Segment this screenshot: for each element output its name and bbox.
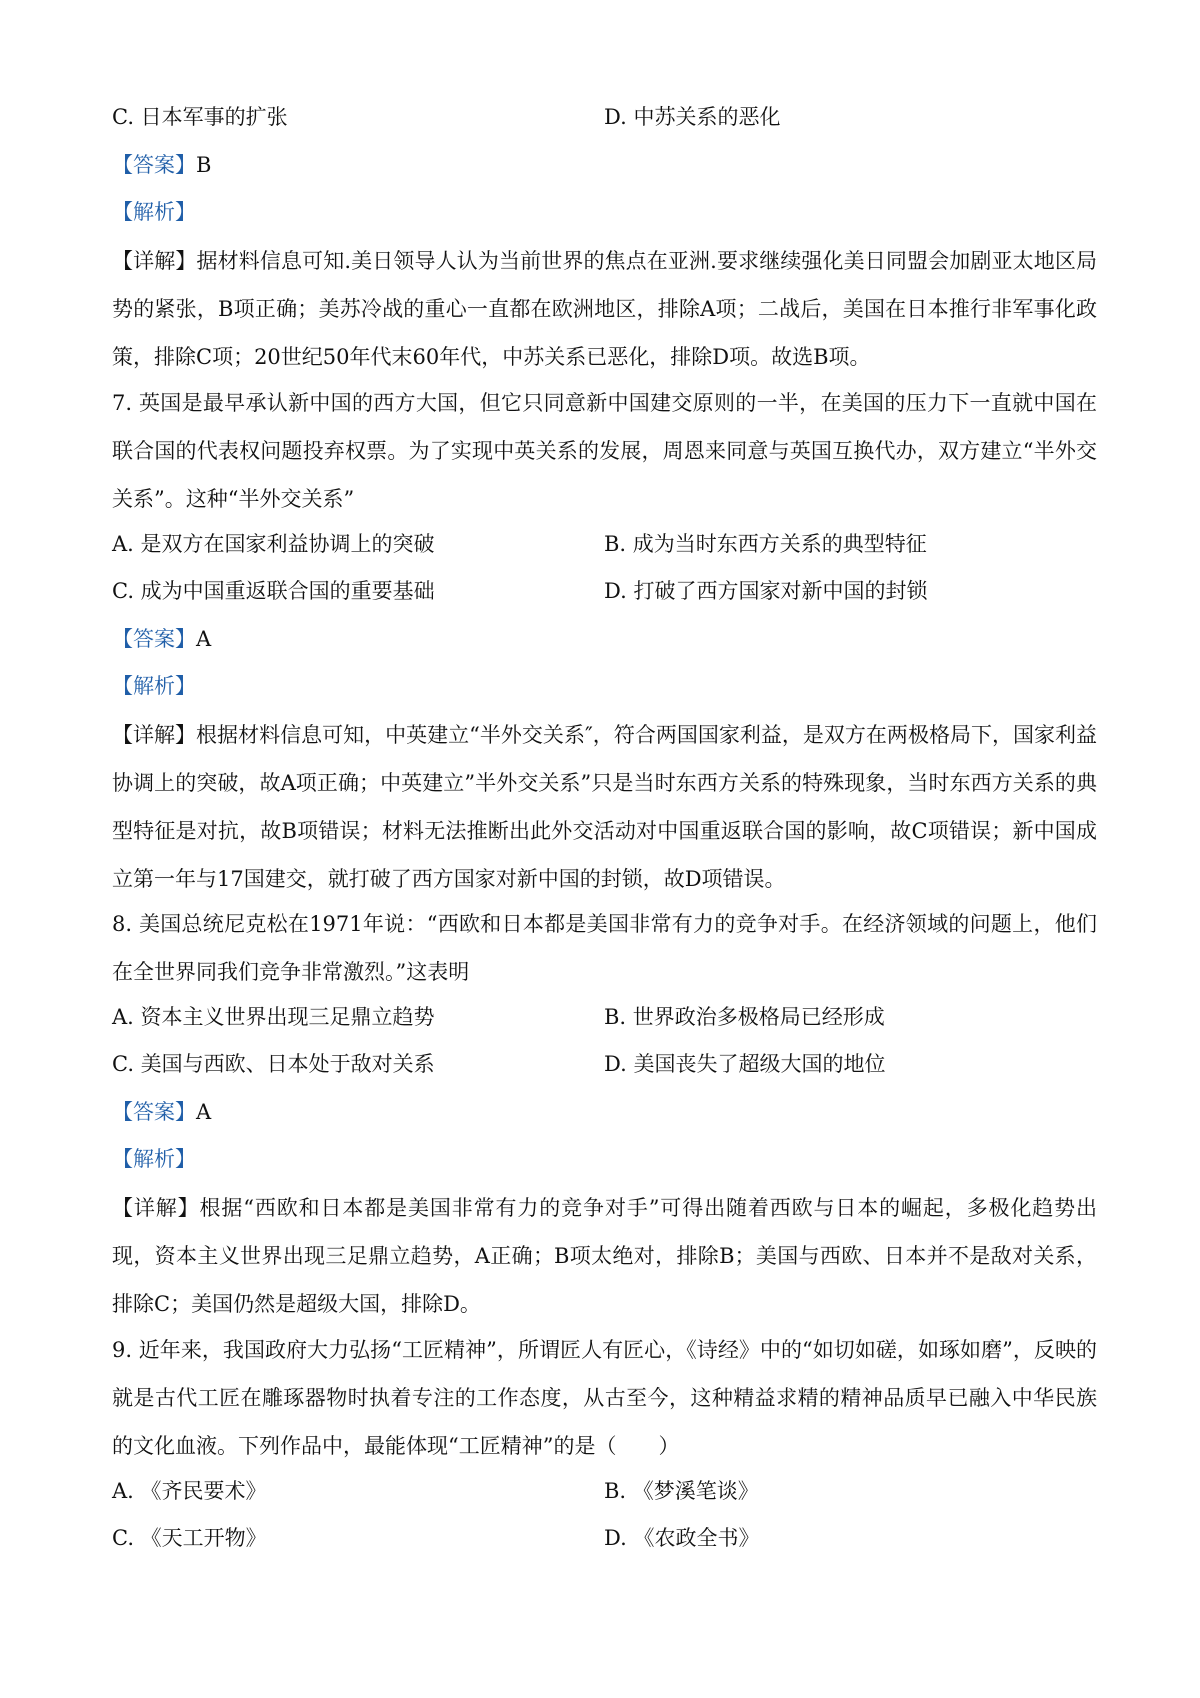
q9-option-b: B. 《梦溪笔谈》 bbox=[604, 1479, 759, 1503]
answer-tag: 【答案】 bbox=[112, 153, 196, 177]
analysis-tag: 【解析】 bbox=[112, 1147, 196, 1171]
q6-option-c: C. 日本军事的扩张 bbox=[112, 105, 288, 129]
q8-answer-line bbox=[112, 1097, 1102, 1127]
q6-detail bbox=[112, 237, 1097, 381]
q9-option-c: C. 《天工开物》 bbox=[112, 1526, 267, 1550]
detail-tag: 【详解】 bbox=[112, 1196, 200, 1220]
q7-detail bbox=[112, 711, 1097, 903]
q8-analysis-line bbox=[112, 1144, 1102, 1174]
q8-answer: A bbox=[196, 1100, 212, 1124]
q6-answer-line bbox=[112, 150, 1102, 180]
detail-tag: 【详解】 bbox=[112, 723, 197, 747]
q7-answer-line bbox=[112, 624, 1102, 654]
q8-option-a: A. 资本主义世界出现三足鼎立趋势 bbox=[112, 1005, 435, 1029]
q9-option-d: D. 《农政全书》 bbox=[604, 1526, 760, 1550]
q9-option-a: A. 《齐民要术》 bbox=[112, 1479, 267, 1503]
q8-option-d: D. 美国丧失了超级大国的地位 bbox=[604, 1052, 886, 1076]
answer-tag: 【答案】 bbox=[112, 1100, 196, 1124]
q7-option-c: C. 成为中国重返联合国的重要基础 bbox=[112, 579, 435, 603]
q7-detail-text: 根据材料信息可知，中英建立“半外交关系″，符合两国国家利益，是双方在两极格局下，国家利益协调上的突破，故A项正确；中英建立”半外交关系”只是当时东西方关系的特殊现象，当时东西方关系的典型特征是对抗，故B项错误；材料无法推断出此外交活动对中国重返联合国的影响，故C项错误；新中国成立第一年与17国建交，就打破了西方国家对新中国的封锁，故D项错误。 bbox=[112, 723, 1098, 891]
q7-option-a: A. 是双方在国家利益协调上的突破 bbox=[112, 532, 435, 556]
answer-tag: 【答案】 bbox=[112, 627, 196, 651]
q6-analysis-line bbox=[112, 197, 1102, 227]
q8-detail bbox=[112, 1184, 1097, 1328]
q6-option-d: D. 中苏关系的恶化 bbox=[604, 105, 781, 129]
q7-answer: A bbox=[196, 627, 212, 651]
q8-option-c: C. 美国与西欧、日本处于敌对关系 bbox=[112, 1052, 435, 1076]
q8-detail-text: 根据“西欧和日本都是美国非常有力的竞争对手”可得出随着西欧与日本的崛起，多极化趋势出现，资本主义世界出现三足鼎立趋势，A正确；B项太绝对，排除B；美国与西欧、日本并不是敌对关系，排除C；美国仍然是超级大国，排除D。 bbox=[112, 1196, 1098, 1316]
q6-detail-text: 据材料信息可知.美日领导人认为当前世界的焦点在亚洲.要求继续强化美日同盟会加剧亚太地区局势的紧张，B项正确；美苏冷战的重心一直都在欧洲地区，排除A项；二战后，美国在日本推行非军事化政策，排除C项；20世纪50年代末60年代，中苏关系已恶化，排除D项。故选B项。 bbox=[112, 249, 1097, 369]
q8-stem: 8. 美国总统尼克松在1971年说：“西欧和日本都是美国非常有力的竞争对手。在经济领域的问题上，他们在全世界同我们竞争非常激烈。”这表明 bbox=[112, 912, 1097, 984]
q9-stem: 9. 近年来，我国政府大力弘扬“工匠精神”，所谓匠人有匠心，《诗经》中的“如切如磋，如琢如磨”，反映的就是古代工匠在雕琢器物时执着专注的工作态度，从古至今，这种精益求精的精神品质早已融入中华民族的文化血液。下列作品中，最能体现“工匠精神”的是（ ） bbox=[112, 1338, 1097, 1458]
detail-tag: 【详解】 bbox=[112, 249, 197, 273]
analysis-tag: 【解析】 bbox=[112, 674, 196, 698]
q7-analysis-line bbox=[112, 671, 1102, 701]
q8-option-b: B. 世界政治多极格局已经形成 bbox=[604, 1005, 885, 1029]
q7-option-d: D. 打破了西方国家对新中国的封锁 bbox=[604, 579, 928, 603]
q7-option-b: B. 成为当时东西方关系的典型特征 bbox=[604, 532, 927, 556]
analysis-tag: 【解析】 bbox=[112, 200, 196, 224]
q7-stem: 7. 英国是最早承认新中国的西方大国，但它只同意新中国建交原则的一半，在美国的压力下一直就中国在联合国的代表权问题投弃权票。为了实现中英关系的发展，周恩来同意与英国互换代办，双方建立“半外交关系”。这种“半外交关系” bbox=[112, 391, 1097, 511]
q6-answer: B bbox=[196, 153, 212, 177]
